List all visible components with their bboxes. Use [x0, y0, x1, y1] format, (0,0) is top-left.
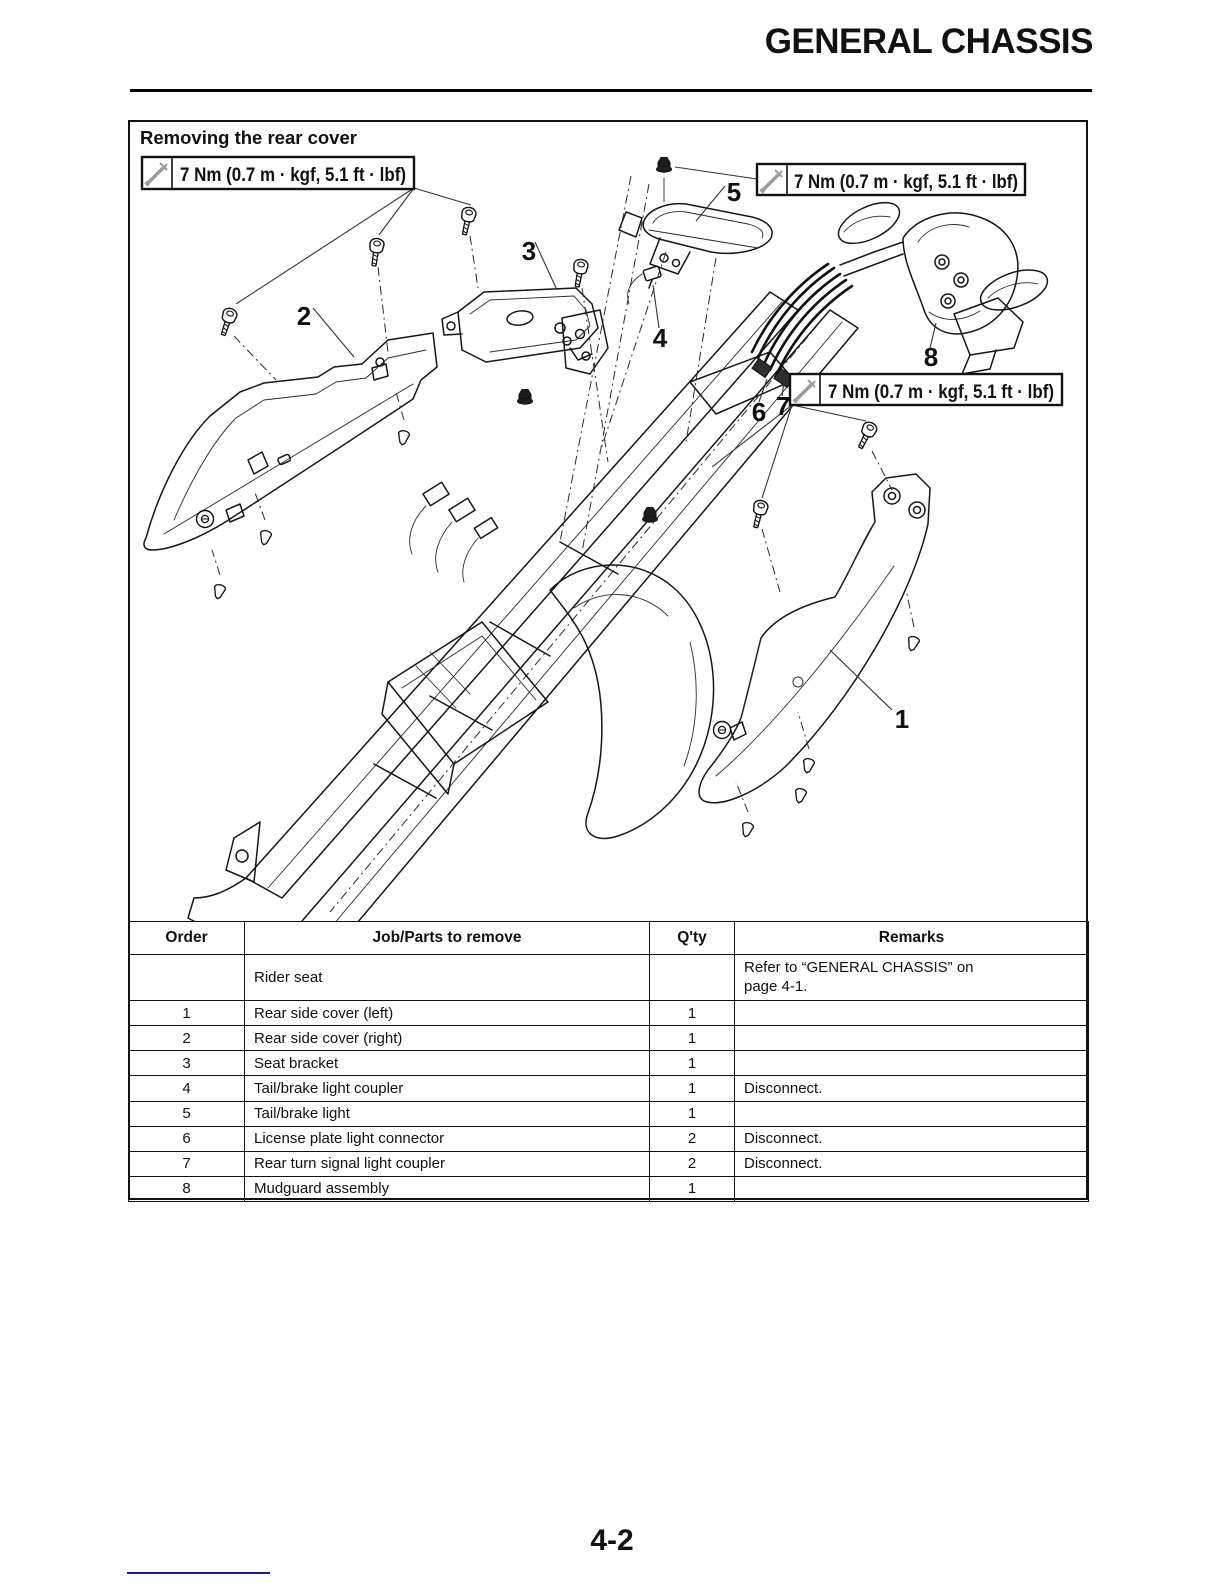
- cell-order: 8: [129, 1176, 245, 1201]
- cell-qty: 1: [650, 1101, 735, 1126]
- screw-icon: [458, 206, 477, 236]
- cell-order: 1: [129, 1001, 245, 1026]
- col-remarks: Remarks: [735, 922, 1089, 955]
- rear-side-cover-right-drawing: [144, 333, 437, 550]
- screw-icon: [367, 238, 385, 267]
- rivet-icon: [906, 635, 920, 652]
- table-row: [129, 1151, 1089, 1176]
- cell-remarks: Disconnect.: [735, 1076, 1089, 1101]
- page-title: GENERAL CHASSIS: [764, 22, 1093, 61]
- callout-4: 4: [652, 323, 668, 353]
- cell-remarks: [735, 1001, 1089, 1026]
- table-row: [129, 1101, 1089, 1126]
- tail-brake-light-drawing: [619, 204, 772, 274]
- cell-remarks: [735, 1051, 1089, 1076]
- callout-5: 5: [726, 177, 742, 207]
- license-plate-light-connector-drawing: [752, 358, 772, 377]
- nut-icon: [518, 390, 533, 405]
- electrical-connector-cluster-drawing: [410, 482, 498, 582]
- table-row: [129, 1076, 1089, 1101]
- table-row: [129, 1001, 1089, 1026]
- cell-qty: 1: [650, 1026, 735, 1051]
- table-row: [129, 1126, 1089, 1151]
- cell-job: Rear side cover (left): [245, 1001, 650, 1026]
- cell-qty: [650, 955, 735, 1001]
- rivet-icon: [212, 584, 226, 600]
- torque-note: 7 Nm (0.7 m · kgf, 5.1 ft · lbf): [180, 165, 406, 186]
- cell-remarks: [735, 1176, 1089, 1201]
- rivet-icon: [258, 530, 272, 546]
- rear-side-cover-left-drawing: [699, 474, 930, 803]
- callout-7: 7: [775, 391, 791, 421]
- cell-remarks: [735, 955, 1089, 1001]
- cell-qty: 1: [650, 1076, 735, 1101]
- cell-order: 7: [129, 1151, 245, 1176]
- cell-qty: 2: [650, 1151, 735, 1176]
- cell-order: 6: [129, 1126, 245, 1151]
- cell-qty: 2: [650, 1126, 735, 1151]
- table-row: [129, 1176, 1089, 1201]
- figure-panel: [128, 120, 1088, 1200]
- cell-remarks: [735, 1101, 1089, 1126]
- table-header-row: [129, 922, 1089, 955]
- col-job: Job/Parts to remove: [245, 922, 650, 955]
- cell-job: Seat bracket: [245, 1051, 650, 1076]
- cell-qty: 1: [650, 1176, 735, 1201]
- cell-qty: 1: [650, 1001, 735, 1026]
- remark-text: Refer to “GENERAL CHASSIS” on page 4-1.: [744, 958, 974, 995]
- callout-2: 2: [296, 301, 312, 331]
- screw-icon: [217, 307, 239, 337]
- cell-job: Mudguard assembly: [245, 1176, 650, 1201]
- parts-table: [128, 921, 1089, 1202]
- leader-lines: [236, 167, 939, 710]
- cell-order: 3: [129, 1051, 245, 1076]
- page-number: 4-2: [590, 1524, 634, 1557]
- cell-order: 5: [129, 1101, 245, 1126]
- cell-job: Rear turn signal light coupler: [245, 1151, 650, 1176]
- figure-title: Removing the rear cover: [140, 127, 357, 148]
- screw-icon: [854, 420, 879, 451]
- exploded-view-diagram: [130, 122, 1086, 921]
- callout-numbers: [297, 177, 938, 734]
- cell-remarks: [735, 1026, 1089, 1051]
- cell-order: [129, 955, 245, 1001]
- screw-icon: [570, 258, 589, 288]
- mudguard-assembly-drawing: [832, 194, 1052, 374]
- col-qty: Q'ty: [650, 922, 735, 955]
- callout-1: 1: [894, 704, 910, 734]
- rivet-icon: [793, 788, 807, 804]
- callout-8: 8: [923, 342, 939, 372]
- seat-bracket-drawing: [442, 288, 598, 362]
- assembly-axis-lines: [212, 176, 914, 812]
- torque-note: 7 Nm (0.7 m · kgf, 5.1 ft · lbf): [794, 172, 1018, 193]
- callout-3: 3: [521, 236, 537, 266]
- torque-callout-middle-right: [790, 374, 1062, 405]
- cell-job: Tail/brake light: [245, 1101, 650, 1126]
- cell-remarks: Disconnect.: [735, 1151, 1089, 1176]
- rivet-icon: [740, 822, 754, 838]
- rivet-icon: [801, 758, 815, 774]
- screw-icon: [749, 499, 769, 529]
- header-rule: [130, 89, 1092, 92]
- cell-job: License plate light connector: [245, 1126, 650, 1151]
- cell-job: Rider seat: [245, 955, 650, 1001]
- torque-callout-top-left: [142, 157, 414, 189]
- cell-remarks: Disconnect.: [735, 1126, 1089, 1151]
- cell-qty: 1: [650, 1051, 735, 1076]
- table-row: [129, 1051, 1089, 1076]
- torque-callout-top-right: [757, 164, 1025, 195]
- cell-job: Tail/brake light coupler: [245, 1076, 650, 1101]
- rivet-icon: [397, 430, 410, 446]
- table-row: [129, 955, 1089, 1001]
- col-order: Order: [129, 922, 245, 955]
- footer-link-underline: [127, 1572, 270, 1574]
- cell-job: Rear side cover (right): [245, 1026, 650, 1051]
- cell-order: 4: [129, 1076, 245, 1101]
- callout-6: 6: [751, 397, 767, 427]
- subframe-drawing: [188, 292, 858, 921]
- cell-order: 2: [129, 1026, 245, 1051]
- nut-icon: [643, 508, 658, 523]
- nut-icon: [657, 158, 672, 173]
- table-row: [129, 1026, 1089, 1051]
- torque-note: 7 Nm (0.7 m · kgf, 5.1 ft · lbf): [828, 382, 1054, 403]
